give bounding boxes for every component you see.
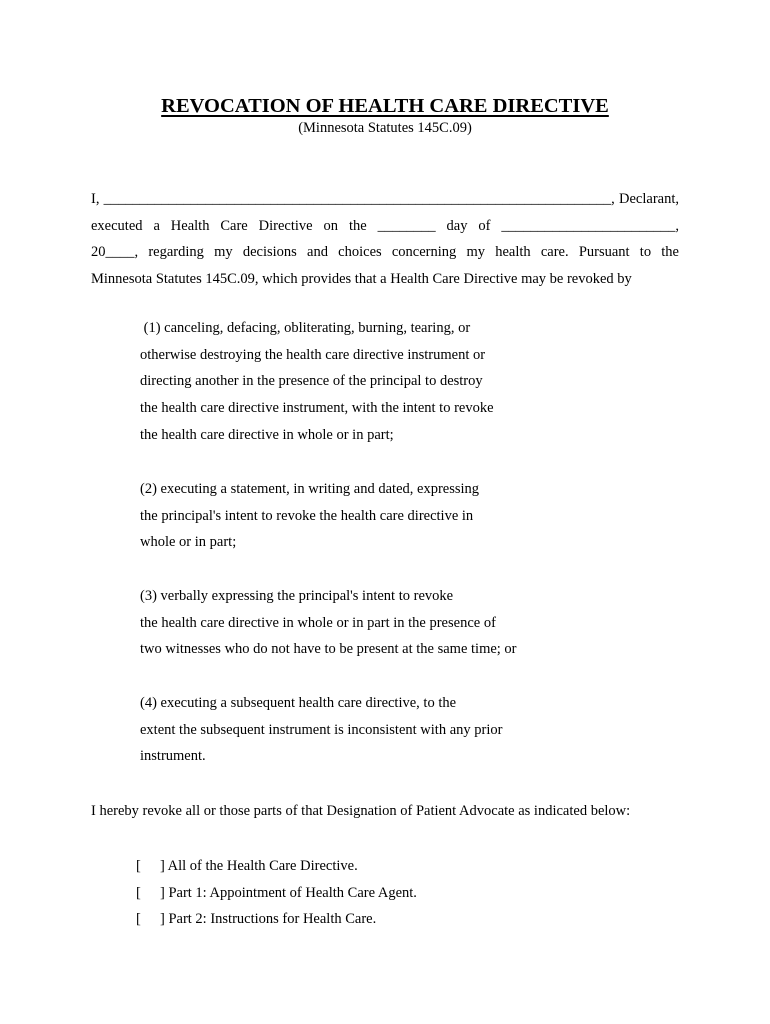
revocation-method-4 bbox=[140, 690, 502, 770]
method-line: (3) verbally expressing the principal's intent to revoke bbox=[140, 588, 454, 604]
document-title: REVOCATION OF HEALTH CARE DIRECTIVE bbox=[161, 95, 609, 117]
revocation-method-1 bbox=[140, 315, 494, 449]
intro-line: executed a Health Care Directive on the ________ day of ________________________, bbox=[91, 217, 679, 234]
document-subtitle: (Minnesota Statutes 145C.09) bbox=[298, 120, 472, 136]
choice-part-1[interactable] bbox=[136, 880, 417, 907]
intro-paragraph bbox=[91, 186, 679, 293]
choice-label: ] Part 2: Instructions for Health Care. bbox=[160, 911, 377, 928]
method-line: extent the subsequent instrument is inconsistent with any prior bbox=[140, 721, 503, 738]
checkbox-bracket[interactable]: [ bbox=[136, 858, 141, 874]
checkbox-bracket[interactable]: [ bbox=[136, 911, 141, 928]
intro-line: I, ______________________________________________________________________, Declarant, bbox=[91, 191, 679, 207]
method-line: the health care directive in whole or in part; bbox=[140, 426, 394, 443]
method-line: whole or in part; bbox=[140, 534, 237, 551]
method-line: the health care directive instrument, with the intent to revoke bbox=[140, 400, 494, 417]
method-line: the health care directive in whole or in part in the presence of bbox=[140, 614, 496, 631]
choice-part-2[interactable] bbox=[136, 906, 417, 933]
intro-line: 20____, regarding my decisions and choices concerning my health care. Pursuant to the bbox=[91, 244, 679, 261]
revocation-method-2 bbox=[140, 476, 479, 556]
choice-label: ] All of the Health Care Directive. bbox=[160, 858, 358, 874]
revoke-statement: I hereby revoke all or those parts of that Designation of Patient Advocate as indicated below: bbox=[91, 803, 631, 819]
checkbox-bracket[interactable]: [ bbox=[136, 884, 141, 901]
method-line: directing another in the presence of the principal to destroy bbox=[140, 373, 483, 390]
method-line: (1) canceling, defacing, obliterating, burning, tearing, or bbox=[140, 320, 471, 336]
method-line: (4) executing a subsequent health care directive, to the bbox=[140, 695, 457, 711]
method-line: otherwise destroying the health care directive instrument or bbox=[140, 346, 486, 363]
choice-label: ] Part 1: Appointment of Health Care Agent. bbox=[160, 884, 417, 901]
choice-all-directive[interactable] bbox=[136, 853, 417, 880]
method-line: the principal's intent to revoke the health care directive in bbox=[140, 507, 474, 524]
intro-line: Minnesota Statutes 145C.09, which provides that a Health Care Directive may be revoked by bbox=[91, 271, 632, 288]
method-line: instrument. bbox=[140, 748, 206, 765]
revocation-method-3 bbox=[140, 583, 517, 663]
method-line: (2) executing a statement, in writing and dated, expressing bbox=[140, 481, 480, 497]
revocation-choices bbox=[136, 853, 417, 933]
method-line: two witnesses who do not have to be present at the same time; or bbox=[140, 641, 517, 658]
